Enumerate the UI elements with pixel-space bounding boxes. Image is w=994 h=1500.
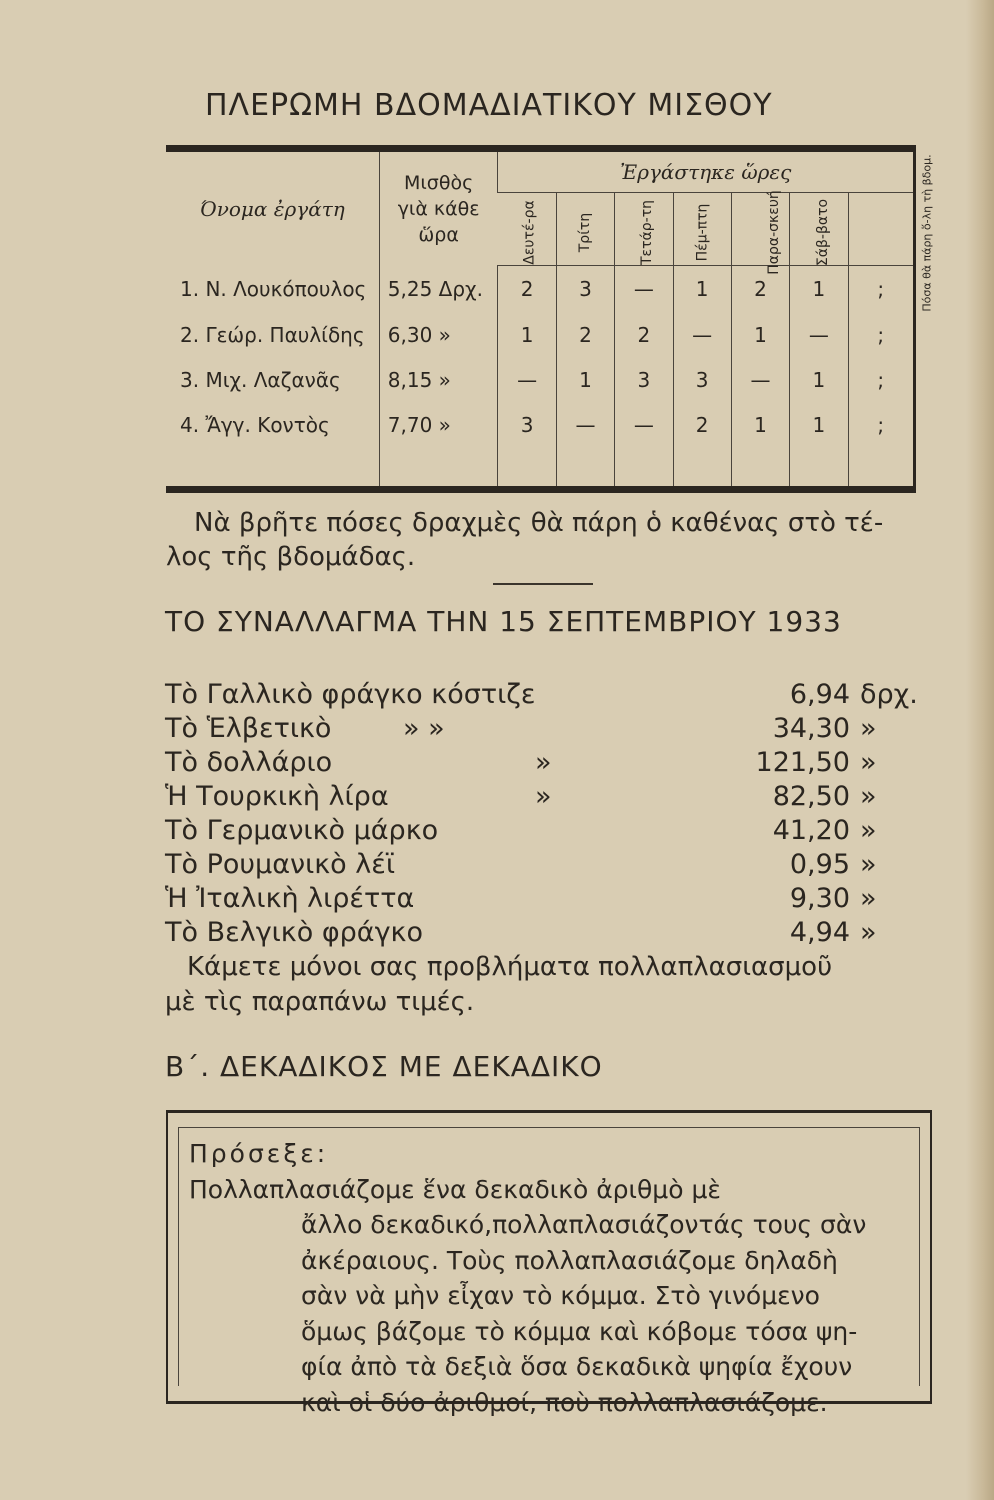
hours-cell: 2: [673, 403, 731, 448]
hours-cell: 3: [673, 357, 731, 402]
currency-unit: »: [860, 747, 877, 778]
ditto-mark: »: [535, 781, 552, 812]
wage-column-header: Μισθὸς γιὰ κάθε ὥρα: [379, 149, 498, 266]
list-item: [165, 678, 925, 712]
list-item: [165, 882, 925, 916]
note-box-inner: [178, 1127, 920, 1417]
list-item: [165, 780, 925, 814]
currency-name: Τὸ Γερμανικὸ μάρκο: [165, 815, 439, 846]
ditto-mark: »: [535, 747, 552, 778]
currency-unit: »: [860, 815, 877, 846]
hours-cell: 3: [498, 403, 556, 448]
hours-cell: —: [556, 403, 614, 448]
currency-name: Τὸ Βελγικὸ φράγκο: [165, 917, 423, 948]
wage-table: [166, 145, 934, 493]
worker-name: 1. Ν. Λουκόπουλος: [180, 276, 367, 301]
divider: [493, 583, 593, 585]
exchange-title: ΤΟ ΣΥΝΑΛΛΑΓΜΑ ΤΗΝ 15 ΣΕΠΤΕΜΒΡΙΟΥ 1933: [165, 605, 842, 638]
hours-cell: 1: [731, 403, 789, 448]
hours-column-header: Ἐργάστηκε ὥρες: [498, 149, 915, 193]
currency-name: Τὸ Ρουμανικὸ λέϊ: [165, 849, 395, 880]
hours-cell: —: [673, 312, 731, 357]
hourly-wage: 5,25 Δρχ.: [379, 266, 498, 312]
hours-cell: 2: [498, 266, 556, 312]
currency-unit: »: [860, 849, 877, 880]
note-text: Πρόσεξε: Πολλαπλασιάζομε ἕνα δεκαδικὸ ἀριθμὸ μὲ ἄλλο δεκαδικό,πολλαπλασιάζοντάς τους σὰν ἀκέραιους. Τοὺς πολλαπλασιάζομε δηλαδὴ σὰν νὰ μὴν εἶχαν τὸ κόμμα. Στὸ γινόμενο ὅμως βάζομε τὸ κόμμα καὶ κόβομε τόσα ψη- φία ἀπὸ τὰ δεξιὰ ὅσα δεκαδικὰ ψηφία ἔχουν καὶ οἱ δύο ἀριθμοί, ποὺ πολλαπλασιάζομε.: [189, 1136, 914, 1420]
exchange-note: Κάμετε μόνοι σας προβλήματα πολλαπλασιασμοῦ μὲ τὶς παραπάνω τιμές.: [165, 952, 833, 1017]
list-item: [165, 712, 925, 746]
worker-name: 3. Μιχ. Λαζανᾶς: [180, 367, 341, 392]
hours-cell: 1: [790, 403, 848, 448]
table-row: [166, 403, 915, 448]
page-title: ΠΛΕΡΩΜΗ ΒΔΟΜΑΔΙΑΤΙΚΟΥ ΜΙΣΘΟΥ: [205, 88, 773, 123]
table-row: [166, 266, 915, 312]
hours-cell: 1: [498, 312, 556, 357]
exchange-list: [165, 678, 925, 950]
hours-cell: 2: [731, 266, 789, 312]
total-cell: ;: [848, 312, 914, 357]
day-header-saturday: Σάβ-βατο: [790, 193, 848, 266]
list-item: [165, 746, 925, 780]
currency-unit: »: [860, 781, 877, 812]
note-box: [166, 1110, 932, 1417]
hourly-wage: 7,70 »: [379, 403, 498, 448]
list-item: [165, 848, 925, 882]
currency-name: Ἡ Ἰταλικὴ λιρέττα: [165, 883, 415, 914]
day-header-monday: Δευτέ-ρα: [498, 193, 556, 266]
currency-unit: δρχ.: [860, 679, 918, 710]
hours-cell: 1: [673, 266, 731, 312]
currency-name: Τὸ Ἑλβετικὸ: [165, 713, 332, 744]
currency-value: 6,94: [789, 679, 850, 710]
currency-name: Τὸ Γαλλικὸ φράγκο κόστιζε: [165, 679, 536, 710]
name-column-header: Όνομα ἐργάτη: [166, 149, 379, 266]
page-edge: [966, 0, 994, 1500]
currency-name: Τὸ δολλάριο: [165, 747, 333, 778]
currency-value: 9,30: [789, 883, 850, 914]
total-column-header: Πόσα θὰ πάρη ὅ-λη τὴ βδομ.: [848, 193, 914, 266]
day-header-wednesday: Τετάρ-τη: [615, 193, 673, 266]
currency-value: 34,30: [772, 713, 850, 744]
currency-value: 4,94: [789, 917, 850, 948]
currency-unit: »: [860, 917, 877, 948]
currency-unit: »: [860, 883, 877, 914]
hours-cell: 2: [615, 312, 673, 357]
hours-cell: —: [615, 403, 673, 448]
total-cell: ;: [848, 357, 914, 402]
hours-cell: 3: [615, 357, 673, 402]
hours-cell: —: [498, 357, 556, 402]
question-text: Νὰ βρῆτε πόσες δραχμὲς θὰ πάρη ὁ καθένας στὸ τέ- λος τῆς βδομάδας.: [166, 508, 884, 572]
currency-value: 121,50: [755, 747, 850, 778]
hourly-wage: 8,15 »: [379, 357, 498, 402]
table-row: [166, 312, 915, 357]
currency-name: Ἡ Τουρκικὴ λίρα: [165, 781, 389, 812]
hours-cell: 1: [790, 266, 848, 312]
hours-cell: 1: [556, 357, 614, 402]
hours-cell: 1: [731, 312, 789, 357]
table-spacer-row: [166, 448, 915, 490]
hours-cell: 2: [556, 312, 614, 357]
hours-cell: 1: [790, 357, 848, 402]
currency-value: 41,20: [772, 815, 850, 846]
hours-cell: —: [615, 266, 673, 312]
currency-unit: »: [860, 713, 877, 744]
day-header-thursday: Πέμ-πτη: [673, 193, 731, 266]
total-cell: ;: [848, 266, 914, 312]
ditto-mark: » »: [403, 713, 445, 744]
day-header-friday: Παρα-σκευή: [731, 193, 789, 266]
currency-value: 0,95: [789, 849, 850, 880]
day-header-tuesday: Τρίτη: [556, 193, 614, 266]
section-title: Β΄. ΔΕΚΑΔΙΚΟΣ ΜΕ ΔΕΚΑΔΙΚΟ: [165, 1050, 603, 1083]
currency-value: 82,50: [772, 781, 850, 812]
list-item: [165, 814, 925, 848]
hours-cell: 3: [556, 266, 614, 312]
list-item: [165, 916, 925, 950]
worker-name: 2. Γεώρ. Παυλίδης: [180, 322, 365, 347]
hours-cell: —: [731, 357, 789, 402]
hours-cell: —: [790, 312, 848, 357]
table-row: [166, 357, 915, 402]
note-label: Πρόσεξε:: [189, 1139, 329, 1168]
total-cell: ;: [848, 403, 914, 448]
worker-name: 4. Ἄγγ. Κοντὸς: [180, 413, 330, 438]
hourly-wage: 6,30 »: [379, 312, 498, 357]
